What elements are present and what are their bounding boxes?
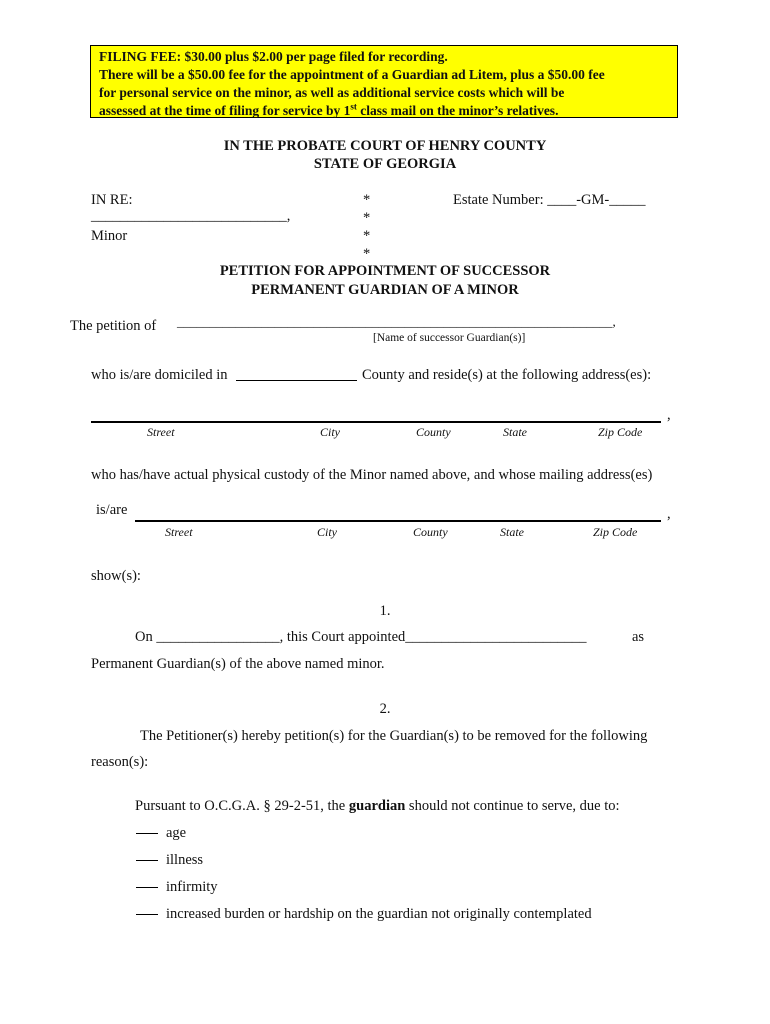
isare-label: is/are <box>96 502 128 518</box>
caption-star: * <box>363 192 371 208</box>
mailing-label-state: State <box>500 525 524 539</box>
filing-fee-notice <box>90 45 678 118</box>
statute-text <box>135 798 620 815</box>
guardian-name-caption: [Name of successor Guardian(s)] <box>373 332 526 344</box>
address-label-street: Street <box>147 425 175 439</box>
petition-title-line2: PERMANENT GUARDIAN OF A MINOR <box>251 282 519 298</box>
petition-title-line1: PETITION FOR APPOINTMENT OF SUCCESSOR <box>219 263 551 279</box>
reason-checkbox-burden[interactable] <box>136 914 158 915</box>
section-2-line2: reason(s): <box>91 754 149 770</box>
court-state: STATE OF GEORGIA <box>313 156 457 172</box>
address-label-county: County <box>416 425 451 439</box>
domiciled-label: who is/are domiciled in <box>91 367 228 383</box>
in-re-label: IN RE: <box>91 192 133 208</box>
reason-label: illness <box>166 852 204 868</box>
mailing-label-street: Street <box>165 525 193 539</box>
caption-star: * <box>363 210 371 226</box>
reason-item <box>136 906 592 923</box>
fee-line-4-post: class mail on the minor’s relatives. <box>356 103 559 118</box>
residence-address-field[interactable] <box>91 421 661 423</box>
minor-label: Minor <box>91 228 128 244</box>
court-name: IN THE PROBATE COURT OF HENRY COUNTY <box>223 138 547 154</box>
custody-text: who has/have actual physical custody of the Minor named above, and whose mailing address(es) <box>91 467 653 483</box>
estate-number-field[interactable]: Estate Number: ____-GM-_____ <box>453 192 646 208</box>
mailing-label-zip: Zip Code <box>593 525 638 539</box>
appointed-label: , this Court appointed <box>279 629 406 645</box>
fee-line-4 <box>99 102 669 120</box>
fee-line-3: for personal service on the minor, as well as additional service costs which will be <box>99 85 565 100</box>
reason-item <box>136 879 218 896</box>
prior-guardian-field[interactable]: _________________________ <box>405 629 587 645</box>
reason-label: infirmity <box>166 879 218 895</box>
fee-line-1: FILING FEE: $30.00 plus $2.00 per page filed for recording. <box>99 49 448 64</box>
caption-star: * <box>363 228 371 244</box>
as-label: as <box>632 629 645 645</box>
appointment-date-field[interactable]: _________________ <box>156 629 280 645</box>
reside-label: County and reside(s) at the following address(es): <box>362 367 652 383</box>
reason-checkbox-illness[interactable] <box>136 860 158 861</box>
mailing-label-county: County <box>413 525 448 539</box>
reason-label: increased burden or hardship on the guardian not originally contemplated <box>166 906 592 922</box>
reason-checkbox-infirmity[interactable] <box>136 887 158 888</box>
section-1-on <box>135 629 587 646</box>
fee-line-4-pre: assessed at the time of filing for service by 1 <box>99 103 351 118</box>
statute-pre: Pursuant to O.C.G.A. § 29-2-51, the <box>135 798 349 814</box>
caption-star: * <box>363 246 371 262</box>
minor-name-field[interactable]: ___________________________, <box>91 208 291 224</box>
address-label-city: City <box>320 425 340 439</box>
petition-of-label: The petition of <box>70 318 157 334</box>
section-1-line2: Permanent Guardian(s) of the above named minor. <box>91 656 385 672</box>
reason-item <box>136 825 186 842</box>
address-comma: , <box>667 407 671 423</box>
address-label-state: State <box>503 425 527 439</box>
county-field[interactable] <box>236 380 357 381</box>
section-2-line1: The Petitioner(s) hereby petition(s) for the Guardian(s) to be removed for the following <box>140 728 648 744</box>
section-2-number: 2. <box>379 701 391 717</box>
mailing-address-field[interactable] <box>135 520 661 522</box>
guardian-name-field[interactable]: ___________________________________________________________________, <box>177 314 616 329</box>
on-label: On <box>135 629 153 645</box>
address-label-zip: Zip Code <box>598 425 643 439</box>
shows-label: show(s): <box>91 568 141 584</box>
fee-line-2: There will be a $50.00 fee for the appointment of a Guardian ad Litem, plus a $50.00 fee <box>99 67 605 82</box>
mailing-comma: , <box>667 506 671 522</box>
reason-item <box>136 852 203 869</box>
reason-checkbox-age[interactable] <box>136 833 158 834</box>
statute-bold: guardian <box>348 798 406 814</box>
mailing-label-city: City <box>317 525 337 539</box>
statute-post: should not continue to serve, due to: <box>405 798 620 814</box>
section-1-number: 1. <box>379 603 391 619</box>
reason-label: age <box>166 825 187 841</box>
fee-line-4-sup: st <box>350 101 357 112</box>
